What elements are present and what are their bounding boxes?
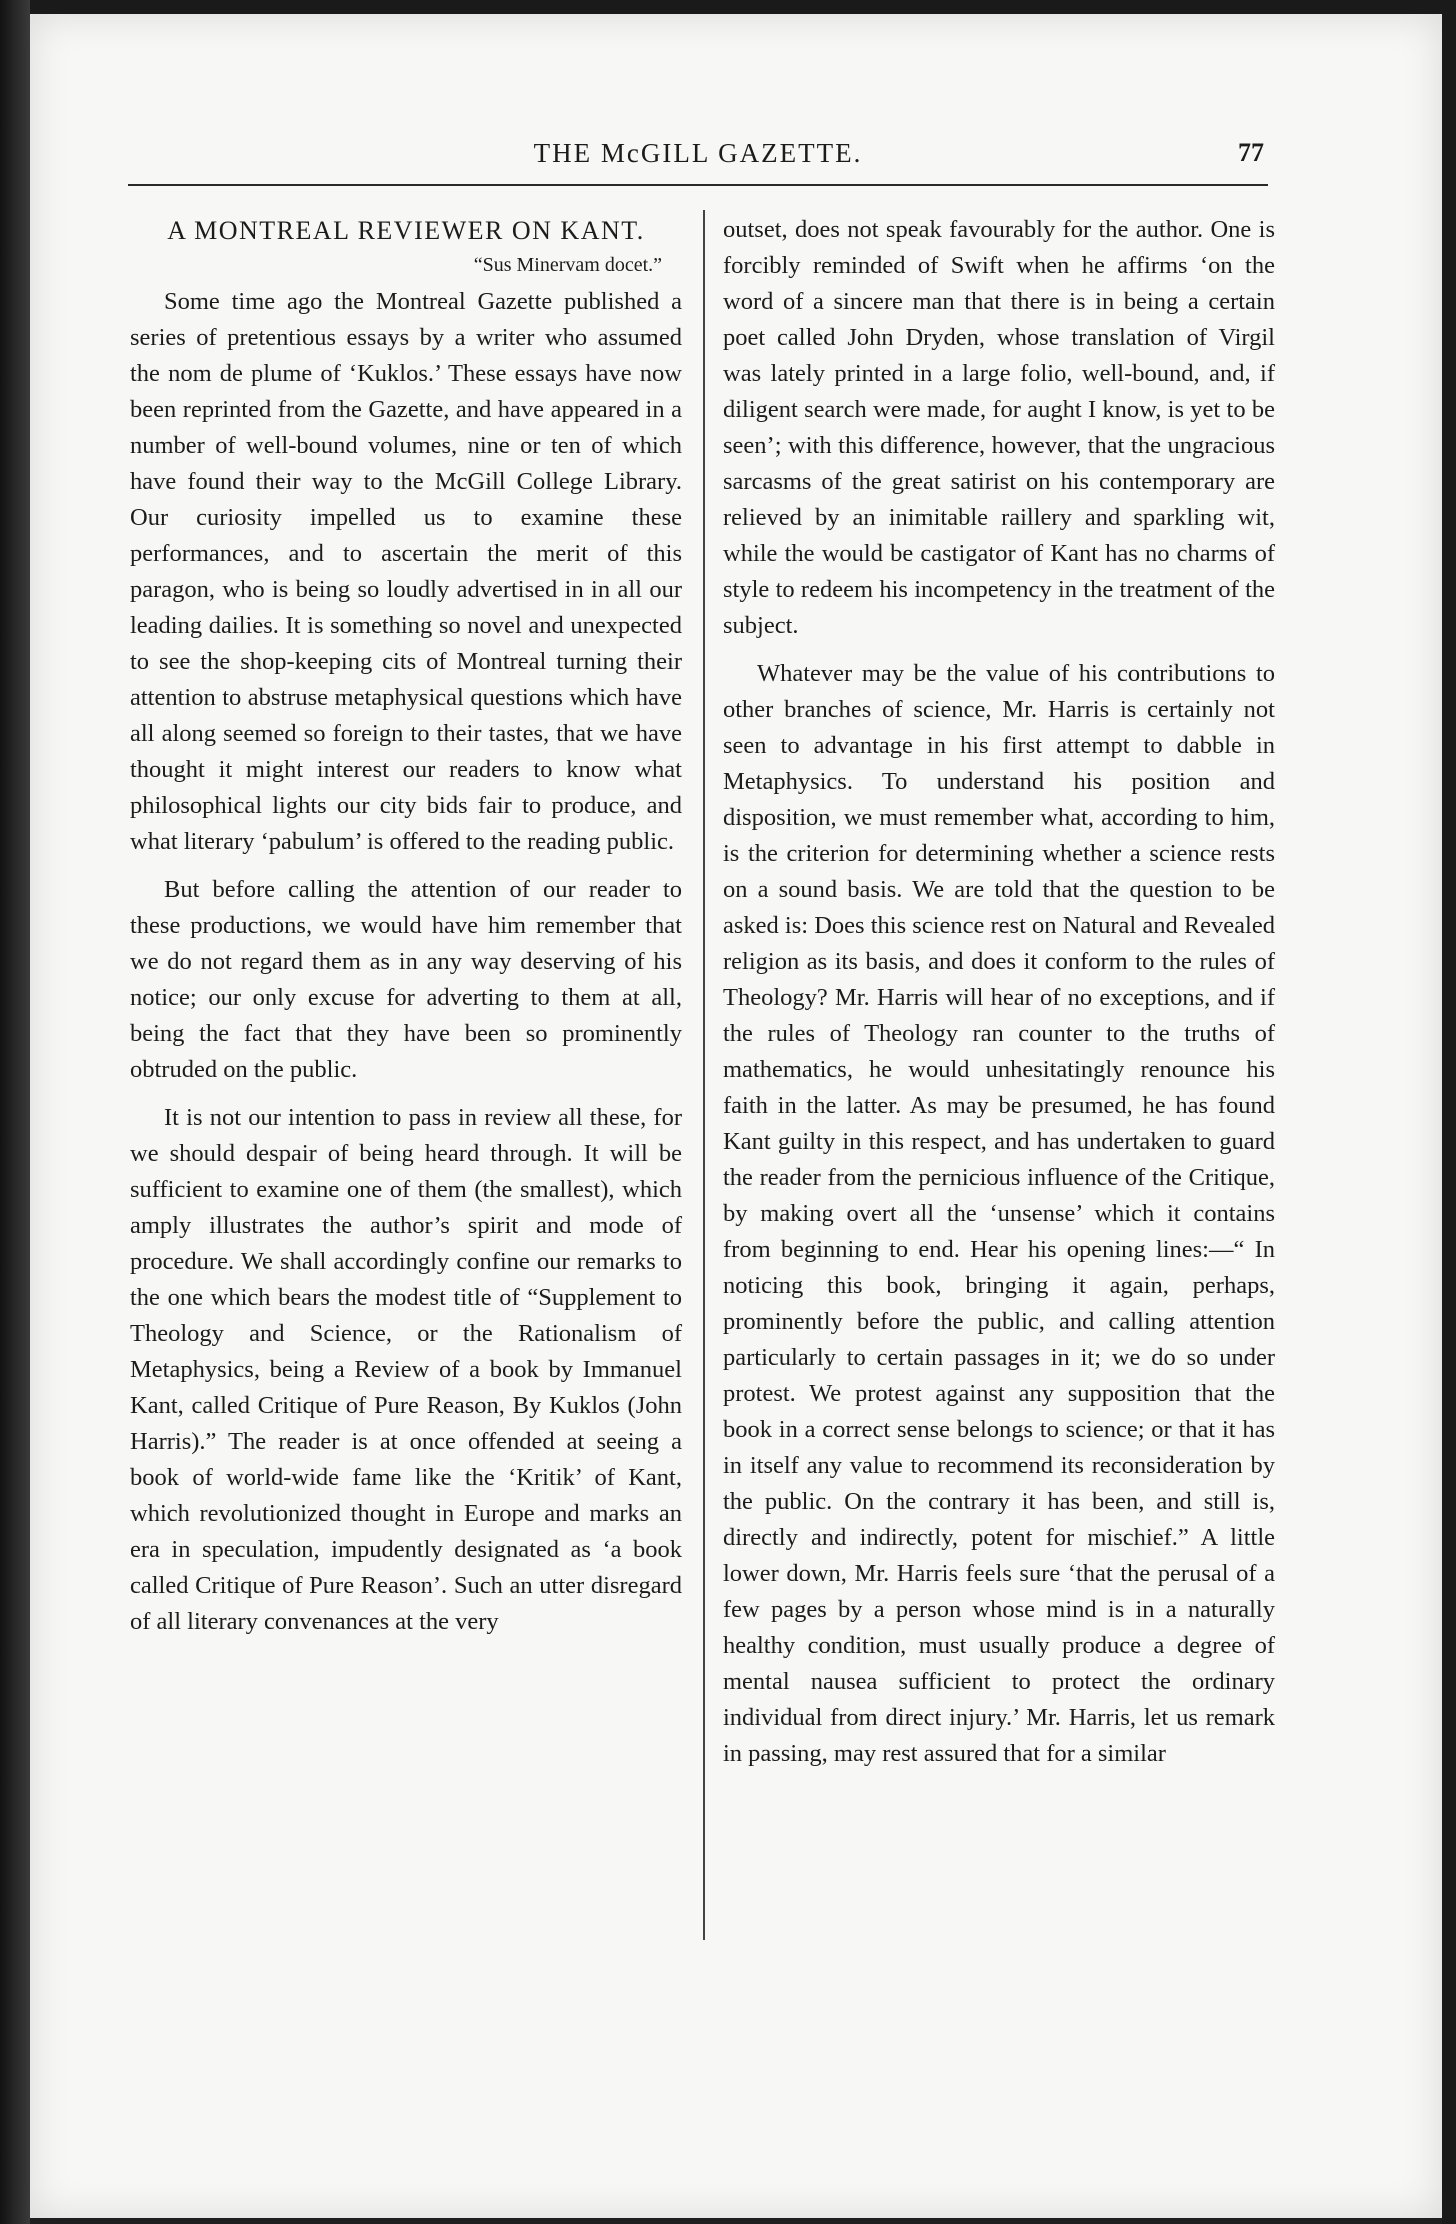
paragraph: It is not our intention to pass in review all these, for we should despair of being heard through. It will be sufficient to examine one of them (the smallest), which amply illustrates the author’s spirit and mode of procedure. We shall accordingly confine our remarks to the one which bears the modest title of “Supplement to Theology and Science, or the Rationalism of Metaphysics, being a Review of a book by Immanuel Kant, called Critique of Pure Reason, By Kuklos (John Harris).” The reader is at once offended at seeing a book of world-wide fame like the ‘Kritik’ of Kant, which revolutionized thought in Europe and marks an era in speculation, impudently designated as ‘a book called Critique of Pure Reason’. Such an utter disregard of all literary convenances at the very: [130, 1104, 682, 1635]
paragraph: But before calling the attention of our reader to these productions, we would have him remember that we do not regard them as in any way deserving of his notice; our only excuse for adverting to them at all, being the fact that they have been so prominently obtruded on the public.: [130, 876, 682, 1083]
scan-right-edge: [1442, 0, 1456, 2224]
epigraph: “Sus Minervam docet.”: [473, 254, 662, 276]
paragraph: outset, does not speak favourably for the author. One is forcibly reminded of Swift when he affirms ‘on the word of a sincere man that there is in being a certain poet called John Dryden, whose translation of Virgil was lately printed in a large folio, well-bound, and, if diligent search were made, for aught I know, is yet to be seen’; with this difference, however, that the ungracious sarcasms of the great satirist on his contemporary are relieved by an inimitable raillery and sparkling wit, while the would be castigator of Kant has no charms of style to redeem his incompetency in the treatment of the subject.: [723, 216, 1275, 639]
article-title: A MONTREAL REVIEWER ON KANT.: [167, 216, 645, 245]
paragraph: Whatever may be the value of his contributions to other branches of science, Mr. Harris is certainly not seen to advantage in his first attempt to dabble in Metaphysics. To understand his position and disposition, we must remember what, according to him, is the criterion for determining whether a science rests on a sound basis. We are told that the question to be asked is: Does this science rest on Natural and Revealed religion as its basis, and does it conform to the rules of Theology? Mr. Harris will hear of no exceptions, and if the rules of Theology ran counter to the truths of mathematics, he would unhesitatingly renounce his faith in the latter. As may be presumed, he has found Kant guilty in this respect, and has undertaken to guard the reader from the pernicious influence of the Critique, by making overt all the ‘unsense’ which it contains from beginning to end. Hear his opening lines:—“ In noticing this book, bringing it again, perhaps, prominently before the public, and calling attention particularly to certain passages in it; we do so under protest. We protest against any supposition that the book in a correct sense belongs to science; or that it has in itself any value to recommend its reconsideration by the public. On the contrary it has been, and still is, directly and indirectly, potent for mischief.” A little lower down, Mr. Harris feels sure ‘that the perusal of a few pages by a person whose mind is in a naturally healthy condition, must usually produce a degree of mental nausea sufficient to protect the ordinary individual from direct injury.’ Mr. Harris, let us remark in passing, may rest assured that for a similar: [723, 660, 1275, 1767]
running-header: [128, 134, 1268, 186]
page-number: 77: [1238, 138, 1264, 167]
right-column: [723, 212, 1275, 1784]
paragraph: Some time ago the Montreal Gazette published a series of pretentious essays by a writer who assumed the nom de plume of ‘Kuklos.’ These essays have now been reprinted from the Gazette, and have appeared in a number of well-bound volumes, nine or ten of which have found their way to the McGill College Library. Our curiosity impelled us to examine these performances, and to ascertain the merit of this paragon, who is being so loudly advertised in in all our leading dailies. It is something so novel and unexpected to see the shop-keeping cits of Montreal turning their attention to abstruse metaphysical questions which have all along seemed so foreign to their tastes, that we have thought it might interest our readers to know what philosophical lights our city bids fair to produce, and what literary ‘pabulum’ is offered to the reading public.: [130, 288, 682, 855]
column-divider: [703, 210, 705, 1940]
running-title: THE McGILL GAZETTE.: [533, 138, 863, 168]
scan-left-edge: [0, 0, 30, 2224]
left-column: [130, 212, 682, 1652]
scan-top-edge: [0, 0, 1456, 14]
